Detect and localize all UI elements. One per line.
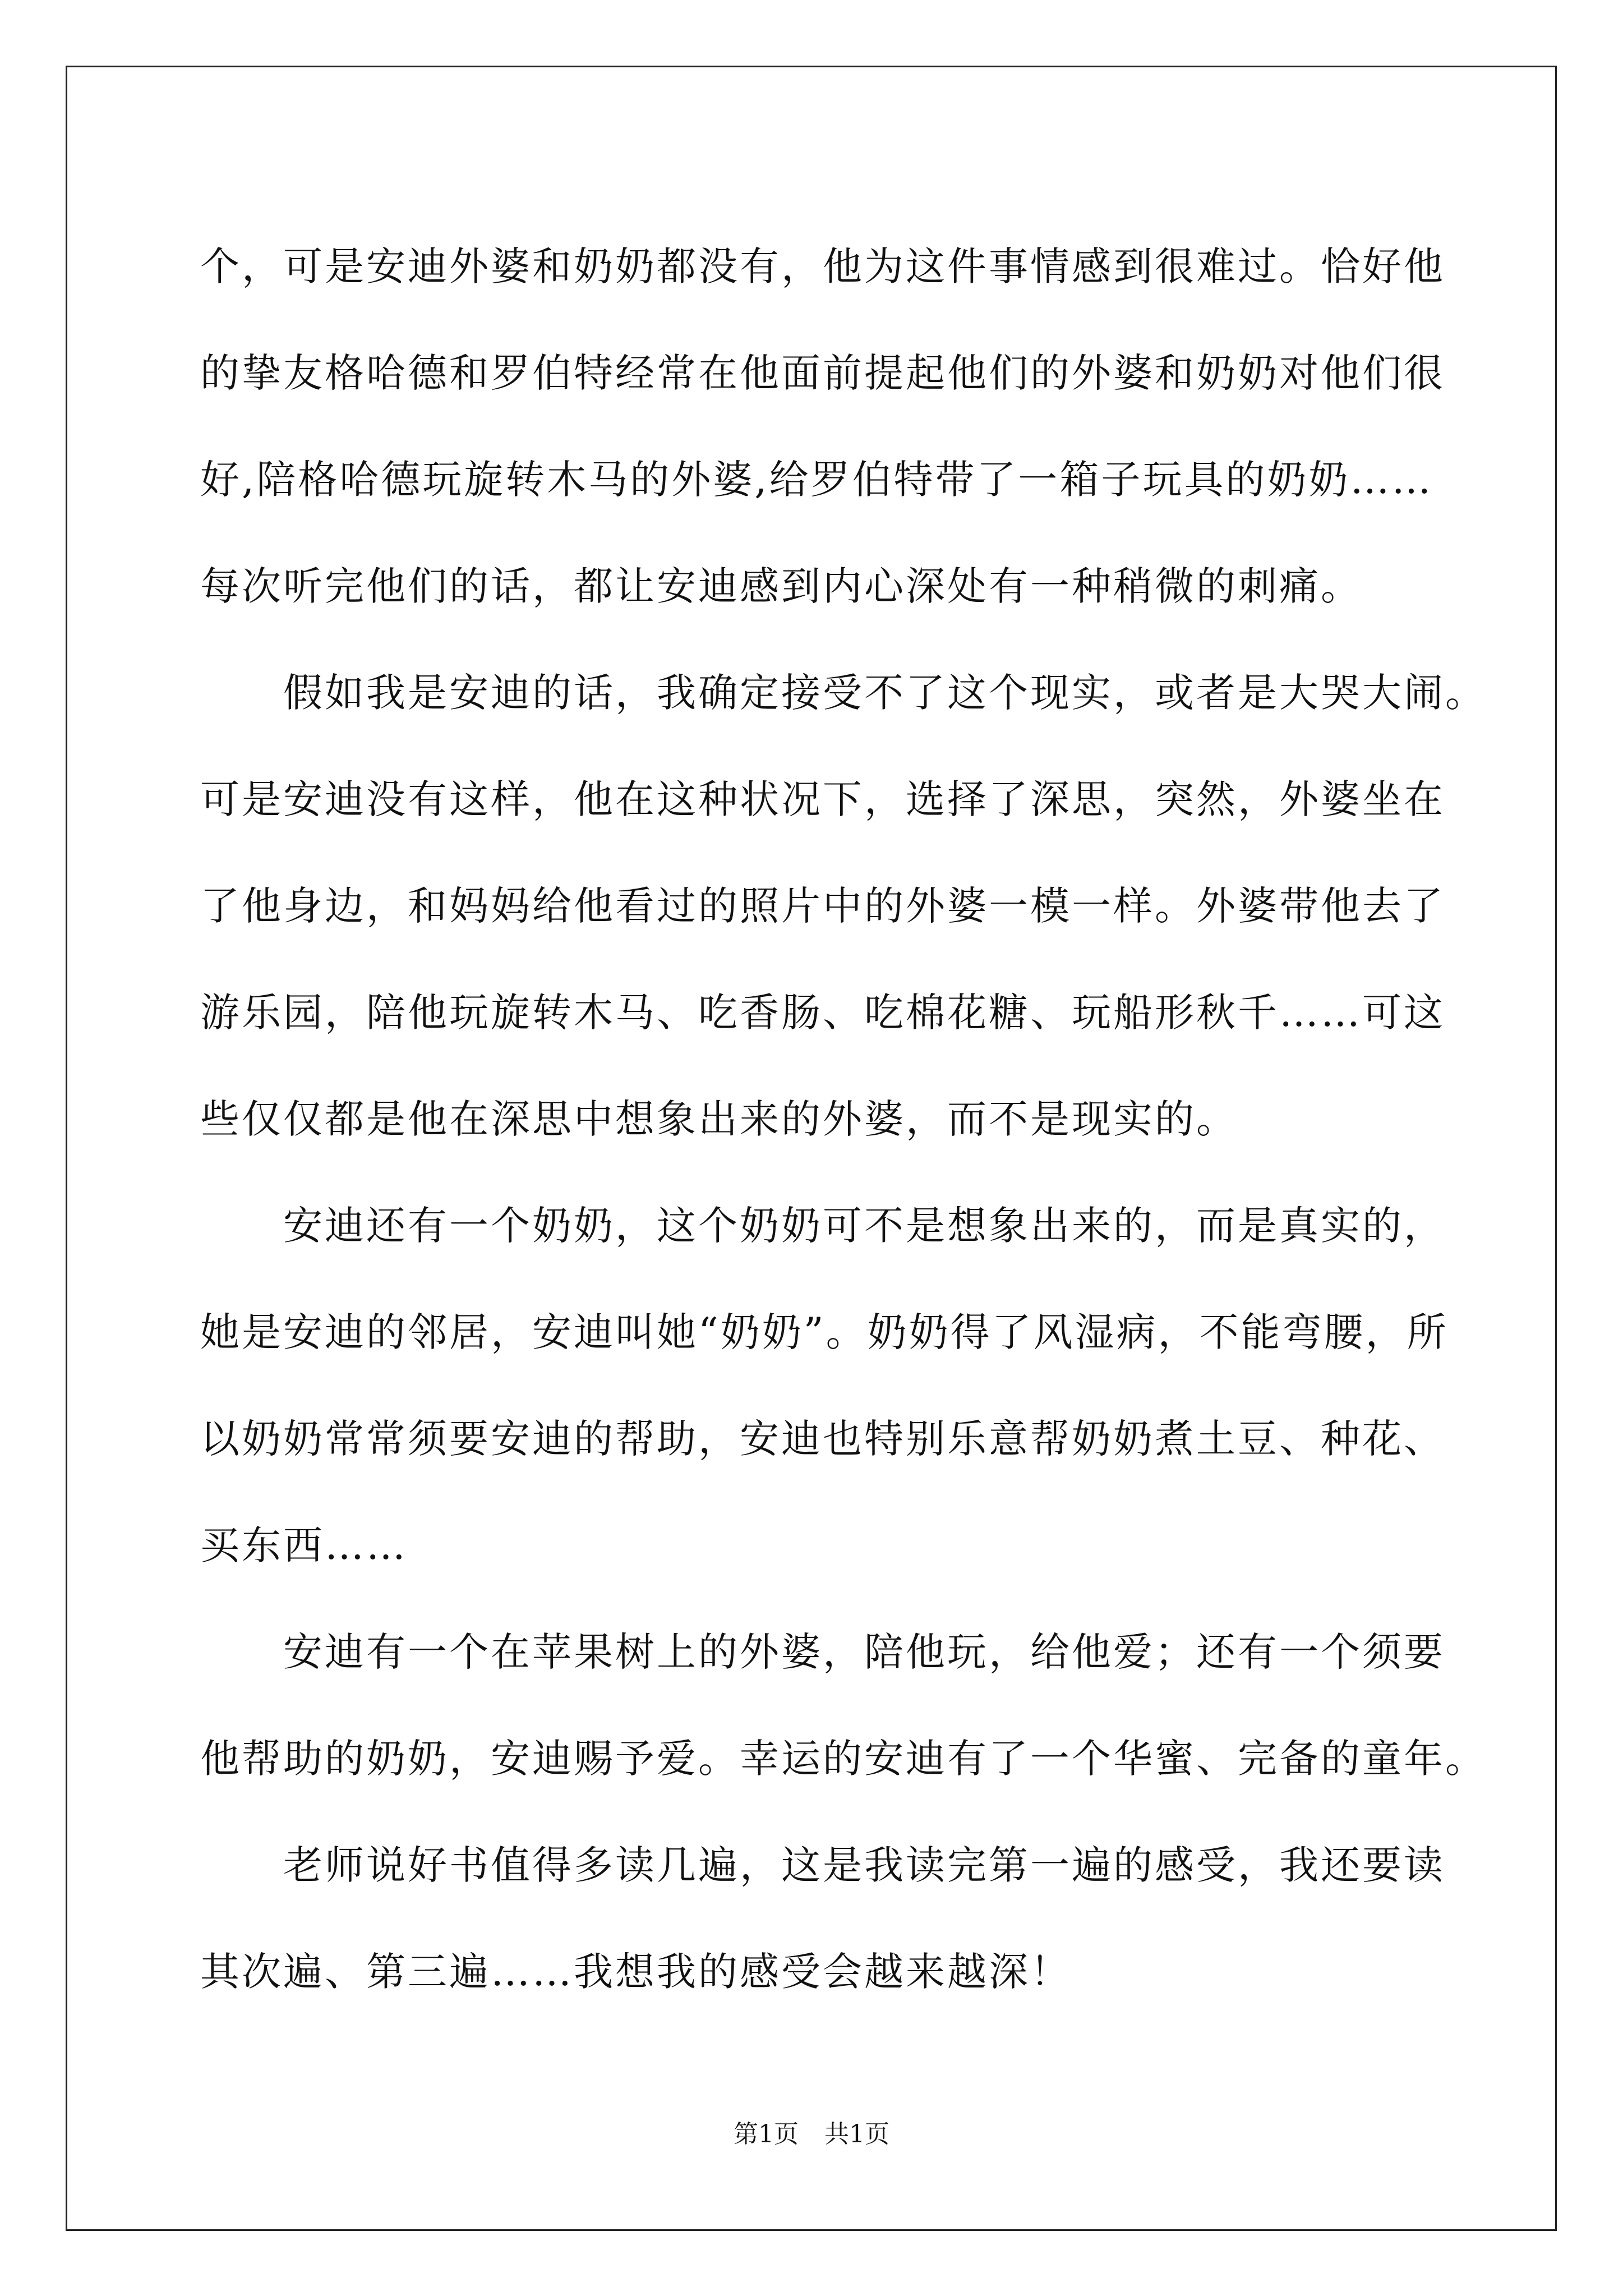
text-line: 了他身边，和妈妈给他看过的照片中的外婆一模一样。外婆带他去了 bbox=[200, 883, 1445, 929]
text-line: 游乐园，陪他玩旋转木马、吃香肠、吃棉花糖、玩船形秋千……可这 bbox=[200, 990, 1445, 1036]
text-line: 买东西…… bbox=[200, 1522, 408, 1568]
paragraph-start-line: 安迪还有一个奶奶，这个奶奶可不是想象出来的，而是真实的， bbox=[283, 1203, 1445, 1249]
text-line: 的挚友格哈德和罗伯特经常在他面前提起他们的外婆和奶奶对他们很 bbox=[200, 350, 1445, 396]
paragraph-start-line: 老师说好书值得多读几遍，这是我读完第一遍的感受，我还要读 bbox=[283, 1842, 1445, 1888]
paragraph-start-line: 安迪有一个在苹果树上的外婆，陪他玩，给他爱；还有一个须要 bbox=[283, 1629, 1445, 1675]
page-number-current: 第1页 bbox=[734, 2120, 799, 2148]
text-line: 些仅仅都是他在深思中想象出来的外婆，而不是现实的。 bbox=[200, 1096, 1238, 1142]
text-line: 好,陪格哈德玩旋转木马的外婆,给罗伯特带了一箱子玩具的奶奶…… bbox=[200, 457, 1433, 503]
text-line: 他帮助的奶奶，安迪赐予爱。幸运的安迪有了一个华蜜、完备的童年。 bbox=[200, 1736, 1487, 1782]
page-footer bbox=[0, 2118, 1623, 2151]
page-number-total: 共1页 bbox=[824, 2120, 889, 2148]
text-line: 可是安迪没有这样，他在这种状况下，选择了深思，突然，外婆坐在 bbox=[200, 776, 1445, 822]
text-line: 其次遍、第三遍……我想我的感受会越来越深！ bbox=[200, 1949, 1072, 1995]
paragraph-start-line: 假如我是安迪的话，我确定接受不了这个现实，或者是大哭大闹。 bbox=[283, 670, 1487, 716]
document-body bbox=[200, 213, 1487, 2025]
text-line: 个，可是安迪外婆和奶奶都没有，他为这件事情感到很难过。恰好他 bbox=[200, 243, 1445, 289]
text-line: 以奶奶常常须要安迪的帮助，安迪也特别乐意帮奶奶煮土豆、种花、 bbox=[200, 1416, 1445, 1462]
text-line: 她是安迪的邻居，安迪叫她“奶奶”。奶奶得了风湿病，不能弯腰，所 bbox=[200, 1309, 1449, 1355]
text-line: 每次听完他们的话，都让安迪感到内心深处有一种稍微的刺痛。 bbox=[200, 563, 1362, 609]
